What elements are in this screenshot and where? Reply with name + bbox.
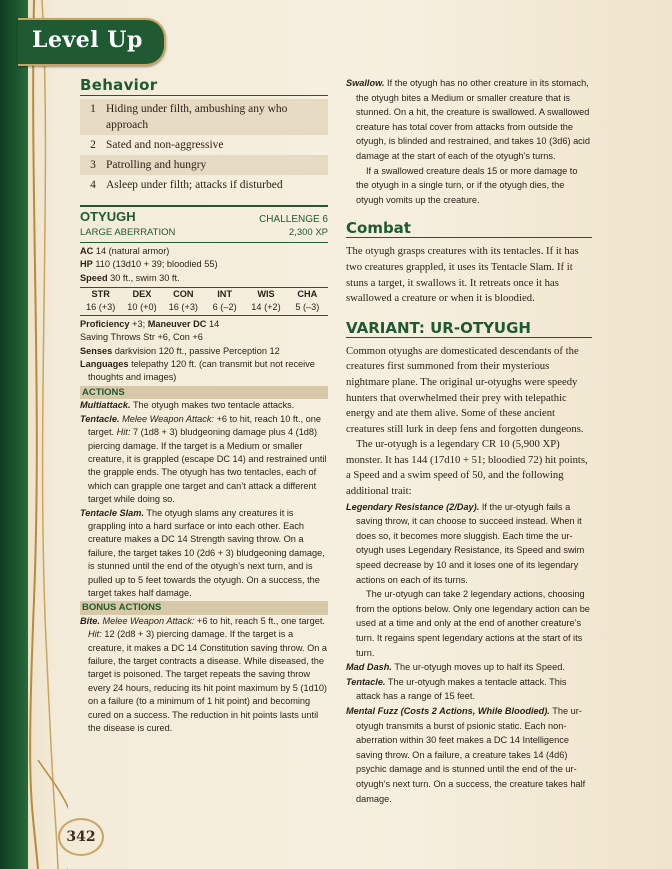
bonus-actions-heading: BONUS ACTIONS <box>80 601 328 614</box>
mad-dash-feature: Mad Dash. The ur-otyugh moves up to half its Speed. <box>346 662 565 673</box>
table-row <box>80 135 328 155</box>
variant-paragraph: The ur-otyugh is a legendary CR 10 (5,900 XP) monster. It has 144 (17d10 + 51; bloodied 72) hit points, a Speed and a swim speed of 50, and the following additional trait: <box>346 438 588 498</box>
chapter-tab <box>18 18 166 66</box>
ability-value: 16 (+3) <box>168 302 198 313</box>
ability-scores <box>80 287 328 316</box>
speed-line: Speed 30 ft., swim 30 ft. <box>80 272 180 283</box>
ability-value: 10 (+0) <box>127 302 157 313</box>
variant-text <box>346 344 592 500</box>
row-text: Hiding under filth, ambushing any who approach <box>103 99 328 135</box>
legendary-actions-intro: The ur-otyugh can take 2 legendary actions, choosing from the options below. Only one legendary action can be used at a time and only at the end of another creature’s turn. It regains spent legendary actions at the start of its turn. <box>356 589 590 658</box>
variant-heading: VARIANT: UR-OTYUGH <box>346 319 592 338</box>
bite-feature: Bite. Melee Weapon Attack: +6 to hit, reach 5 ft., one target. Hit: 12 (2d8 + 3) piercing damage. If the target is a creature, it makes a DC 14 Constitution saving throw. On a failure, the target contracts a disease. While diseased, the target is poisoned. The target repeats the saving throw every 24 hours, reducing its hit point maximum by 5 (1d10) on a failure (to a minimum of 1 hit point) and becoming cured on a success. The reduction in hit points lasts until the disease is cured. <box>80 615 327 734</box>
challenge-rating: CHALLENGE 6 <box>259 214 328 225</box>
row-text: Sated and non-aggressive <box>106 139 224 151</box>
left-column <box>80 76 328 735</box>
monster-type: LARGE ABERRATION <box>80 227 176 239</box>
table-row <box>80 175 328 195</box>
variant-paragraph: Common otyughs are domesticated descendants of the creatures first summoned from their mysterious nightmare plane. The original ur-otyughs were speedy hunters that overwhelmed their prey with telepathic energy and ate them alive. Some of these ancient creatures still lurk in deep fens and forgotten dungeons. <box>346 344 584 435</box>
hp-line: HP 110 (13d10 + 39; bloodied 55) <box>80 259 218 270</box>
proficiency-line: Proficiency +3; Maneuver DC 14 <box>80 318 220 329</box>
statblock-subheader <box>80 226 328 242</box>
mental-fuzz-feature: Mental Fuzz (Costs 2 Actions, While Bloodied). The ur-otyugh transmits a burst of psionic static. Each non-aberration within 30 feet makes a DC 14 Intelligence saving throw. On a failure, a creature takes 14 (4d6) psychic damage and is stunned until the end of the ur-otyugh’s next turn. On a success, the creature takes half damage. <box>346 705 586 804</box>
tentacle-slam-feature: Tentacle Slam. The otyugh slams any creatures it is grappling into a hard surface or into each other. Each creature makes a DC 14 Strength saving throw. On a failure, the target takes 10 (2d6 + 3) bludgeoning damage, is stunned until the end of the otyugh’s next turn, and is pulled up to 5 feet towards the otyugh. On a success, the target takes half damage. <box>80 507 325 598</box>
row-text: Patrolling and hungry <box>103 155 328 175</box>
chapter-tab-label: Level Up <box>32 27 143 53</box>
languages-line: Languages telepathy 120 ft. (can transmit but not receive thoughts and images) <box>80 359 315 383</box>
saves-line: Saving Throws Str +6, Con +6 <box>80 332 203 343</box>
monster-name: OTYUGH <box>80 209 136 224</box>
row-number: 4 <box>90 179 96 191</box>
statblock <box>80 205 328 735</box>
ability-value: 5 (–3) <box>295 302 320 313</box>
row-number: 1 <box>80 99 103 135</box>
senses-line: Senses darkvision 120 ft., passive Perception 12 <box>80 345 280 356</box>
tentacle-feature: Tentacle. Melee Weapon Attack: +6 to hit, reach 10 ft., one target. Hit: 7 (1d8 + 3) bludgeoning damage plus 4 (1d8) piercing damage. If the target is a Medium or smaller creature, it is grappled (escape DC 14) and restrained until the grapple ends. The otyugh has two tentacles, each of which can grapple one target and can’t attack a different target while doing so. <box>80 413 327 505</box>
ability-name: DEX <box>132 289 152 300</box>
ability-value: 16 (+3) <box>85 302 116 313</box>
ability-name: INT <box>217 289 233 300</box>
book-spine <box>0 0 28 869</box>
page-number: 342 <box>58 818 104 856</box>
statblock-header <box>80 205 328 226</box>
vine-ornament <box>28 0 68 869</box>
right-column <box>346 76 592 806</box>
ac-line: AC 14 (natural armor) <box>80 245 170 256</box>
variant-statblock <box>346 500 592 806</box>
table-row <box>80 99 328 135</box>
swallow-block <box>346 76 592 207</box>
multiattack-feature: Multiattack. The otyugh makes two tentacle attacks. <box>80 400 295 411</box>
ability-value: 6 (–2) <box>212 302 237 313</box>
combat-heading: Combat <box>346 219 592 238</box>
actions-heading: ACTIONS <box>80 386 328 399</box>
monster-xp: 2,300 XP <box>288 227 328 239</box>
behavior-table <box>80 99 328 195</box>
row-number: 2 <box>90 139 96 151</box>
swallow-feature: Swallow. If the otyugh has no other creature in its stomach, the otyugh bites a Medium or smaller creature that is stunned. On a hit, the creature is swallowed. A swallowed creature has total cover from attacks from outside the otyugh, is blinded and restrained, and takes 10 (3d6) acid damage at the start of each of the otyugh’s turns. <box>346 78 590 161</box>
ability-name: CON <box>173 289 194 300</box>
row-text: Asleep under filth; attacks if disturbed <box>106 179 283 191</box>
tentacle-legendary-feature: Tentacle. The ur-otyugh makes a tentacle attack. This attack has a range of 15 feet. <box>346 676 567 702</box>
combat-text: The otyugh grasps creatures with its tentacles. If it has two creatures grappled, it uses its Tentacle Slam. If it stuns a target, it swallows it. It retreats once it has swallowed a creature or when it is bloodied. <box>346 245 579 305</box>
row-number: 3 <box>80 155 103 175</box>
ability-name: WIS <box>257 289 275 300</box>
swallow-feature-2: If a swallowed creature deals 15 or more damage to the otyugh in a single turn, or if the otyugh dies, the otyugh vomits up the creature. <box>356 165 578 205</box>
ability-name: STR <box>91 289 110 300</box>
legendary-resistance-feature: Legendary Resistance (2/Day). If the ur-otyugh fails a saving throw, it can choose to succeed instead. When it does so, it becomes more sluggish. Each time the ur-otyugh uses Legendary Resistance, its Speed and swim speed decrease by 10 and it loses one of its legendary actions on each of its turns. <box>346 501 585 585</box>
ability-name: CHA <box>297 289 318 300</box>
behavior-heading: Behavior <box>80 76 328 96</box>
ability-value: 14 (+2) <box>251 302 281 313</box>
table-row <box>80 155 328 175</box>
